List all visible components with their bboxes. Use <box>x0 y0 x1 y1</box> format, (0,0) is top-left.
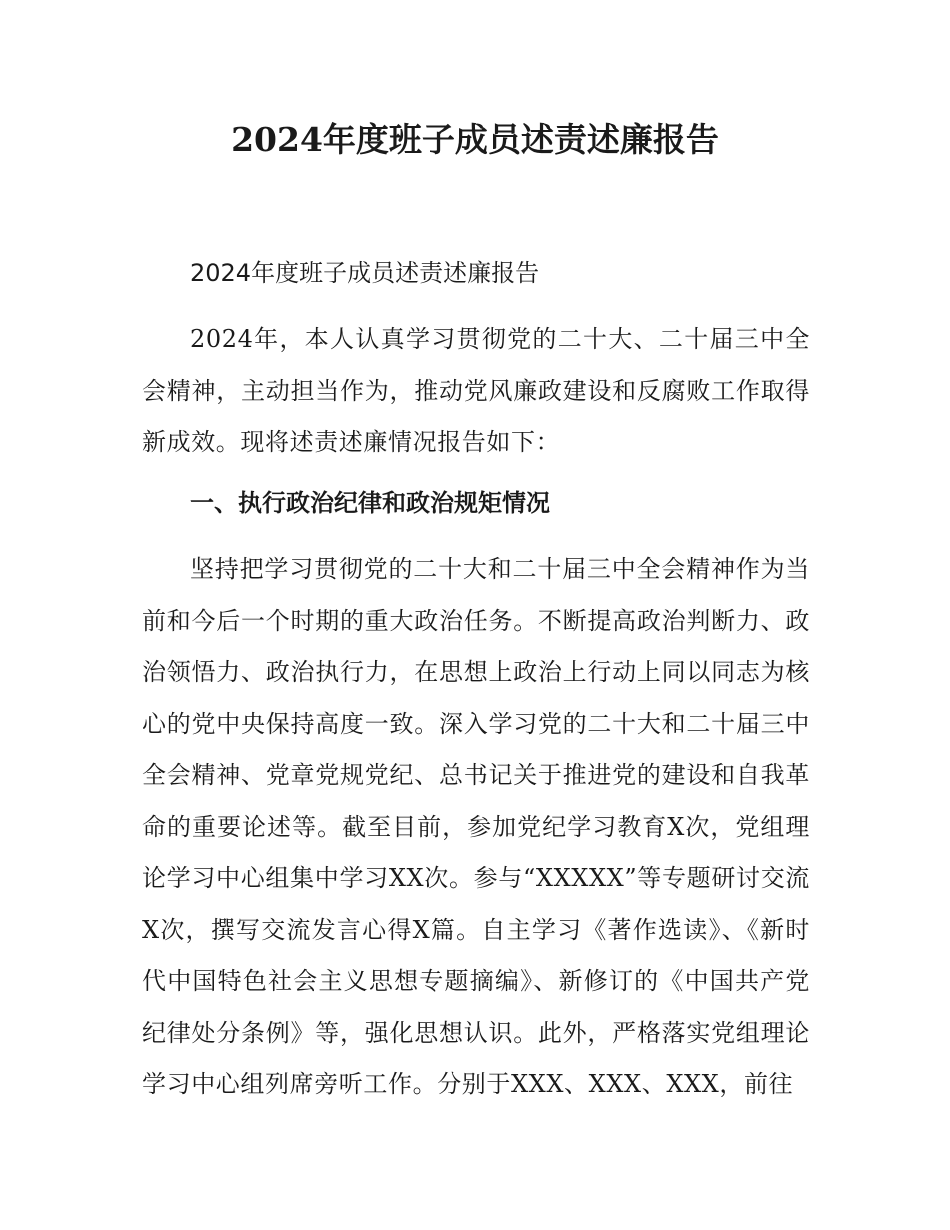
section-1-paragraph: 坚持把学习贯彻党的二十大和二十届三中全会精神作为当前和今后一个时期的重大政治任务。不断提高政治判断力、政治领悟力、政治执行力，在思想上政治上行动上同以同志为核心的党中央保持高度一致。深入学习党的二十大和二十届三中全会精神、党章党规党纪、总书记关于推进党的建设和自我革命的重要论述等。截至目前，参加党纪学习教育X次，党组理论学习中心组集中学习XX次。参与“XXXXX”等专题研讨交流X次，撰写交流发言心得X篇。自主学习《著作选读》、《新时代中国特色社会主义思想专题摘编》、新修订的《中国共产党纪律处分条例》等，强化思想认识。此外，严格落实党组理论学习中心组列席旁听工作。分别于XXX、XXX、XXX，前往 <box>142 555 810 1098</box>
document-title: 2024年度班子成员述责述廉报告 <box>231 120 719 159</box>
section-heading-1: 一、执行政治纪律和政治规矩情况 <box>190 489 550 517</box>
intro-paragraph: 2024年，本人认真学习贯彻党的二十大、二十届三中全会精神，主动担当作为，推动党风廉政建设和反腐败工作取得新成效。现将述责述廉情况报告如下： <box>142 325 810 456</box>
document-subtitle: 2024年度班子成员述责述廉报告 <box>190 259 540 287</box>
